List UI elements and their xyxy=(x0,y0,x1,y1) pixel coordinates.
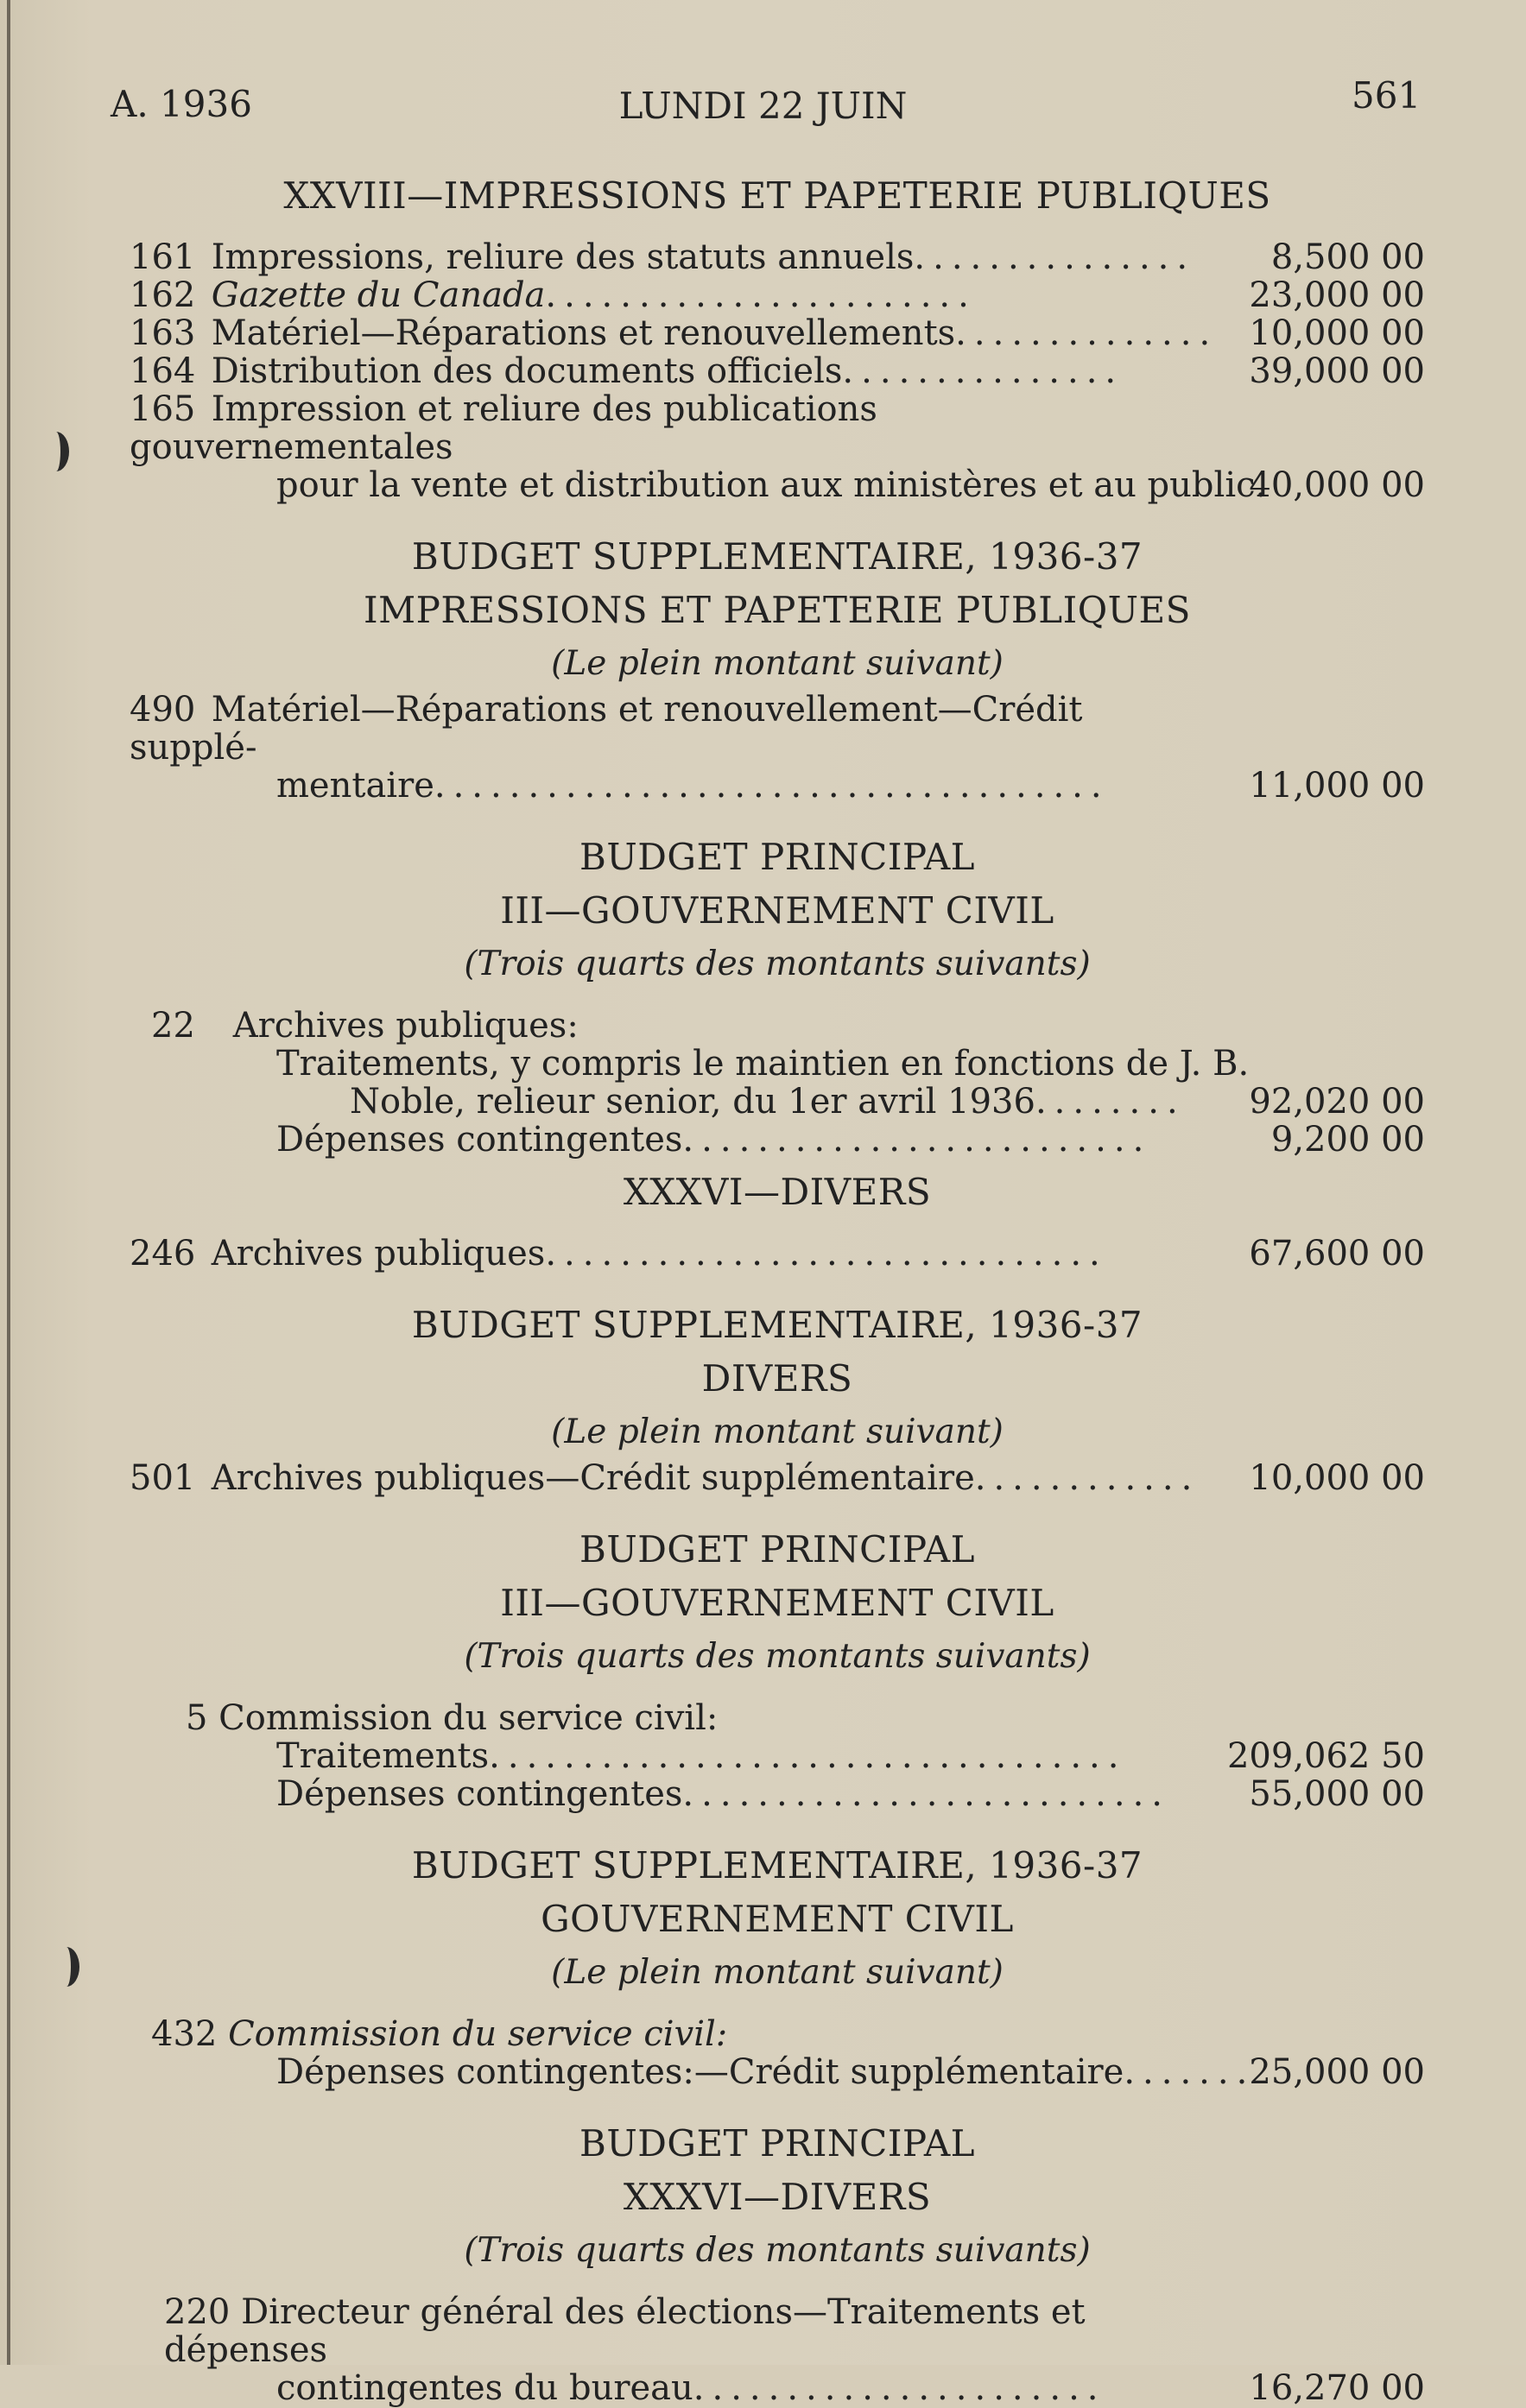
section-heading: BUDGET SUPPLEMENTAIRE, 1936-37 xyxy=(411,1844,1143,1887)
item-number: 164 xyxy=(130,351,196,391)
item-amount: 39,000 00 xyxy=(1249,351,1425,391)
item-amount: 10,000 00 xyxy=(1249,313,1425,353)
section-note: (Trois quarts des montants suivants) xyxy=(464,1637,1091,1676)
line-item xyxy=(130,2015,1425,2053)
item-number: 162 xyxy=(130,275,196,315)
section-note: (Le plein montant suivant) xyxy=(551,1953,1004,1992)
line-item xyxy=(130,390,1425,504)
line-item: 161 Impressions, reliure des statuts annuels............... 8,500 00 xyxy=(130,237,1425,277)
entry-list xyxy=(130,1699,1425,1813)
section-heading: BUDGET PRINCIPAL xyxy=(579,836,976,878)
item-number: 501 xyxy=(130,1458,196,1498)
item-number: 5 xyxy=(186,1698,208,1738)
page-number: 561 xyxy=(1352,74,1422,117)
line-item: 501 Archives publiques—Crédit supplémentaire............ 10,000 00 xyxy=(130,1458,1425,1498)
section-subheading: DIVERS xyxy=(701,1357,853,1400)
section-subheading: IMPRESSIONS ET PAPETERIE PUBLIQUES xyxy=(364,589,1191,631)
line-item: 164 Distribution des documents officiels............... 39,000 00 xyxy=(130,351,1425,391)
item-text: Distribution des documents officiels xyxy=(211,351,843,391)
section-heading: XXVIII—IMPRESSIONS ET PAPETERIE PUBLIQUES xyxy=(283,174,1271,217)
item-text: Matériel—Réparations et renouvellement—Crédit supplé- xyxy=(130,690,1083,768)
line-item xyxy=(130,1007,1425,1045)
binding-edge xyxy=(7,0,10,2365)
section-note: (Trois quarts des montants suivants) xyxy=(464,2231,1091,2270)
item-text: Directeur général des élections—Traitements et dépenses xyxy=(164,2292,1086,2370)
item-number: 165 xyxy=(130,389,196,429)
line-item: 163 Matériel—Réparations et renouvellements.............. 10,000 00 xyxy=(130,313,1425,353)
item-text: Commission du service civil: xyxy=(218,1698,719,1738)
item-text: Traitements.................................. xyxy=(276,1736,1127,1776)
entry-list xyxy=(130,238,1425,504)
item-text-continued: pour la vente et distribution aux ministères et au public. xyxy=(276,465,1267,505)
line-item xyxy=(130,1699,1425,1737)
line-item xyxy=(130,1121,1425,1159)
item-amount: 9,200 00 xyxy=(1270,1120,1425,1160)
section-heading: BUDGET PRINCIPAL xyxy=(579,1528,976,1571)
section-subheading: III—GOUVERNEMENT CIVIL xyxy=(500,889,1054,932)
item-number: 220 xyxy=(164,2292,231,2332)
item-text-continued: Noble, relieur senior, du 1er avril 1936........ xyxy=(350,1082,1186,1122)
item-text-continued: mentaire.................................... xyxy=(276,766,1110,806)
item-amount: 8,500 00 xyxy=(1270,237,1425,277)
item-amount: 10,000 00 xyxy=(1249,1458,1425,1498)
item-text: Gazette du Canada xyxy=(211,275,546,315)
line-item xyxy=(130,1775,1425,1813)
item-text: Archives publiques: xyxy=(232,1006,579,1046)
entry-list xyxy=(130,1007,1425,1159)
section-heading: XXXVI—DIVERS xyxy=(623,1171,932,1213)
item-amount: 55,000 00 xyxy=(1249,1774,1425,1814)
item-amount: 209,062 50 xyxy=(1226,1736,1425,1776)
line-item xyxy=(130,691,1425,805)
header-date: LUNDI 22 JUIN xyxy=(618,85,908,127)
line-item xyxy=(130,1045,1425,1121)
item-text: Traitements, y compris le maintien en fonctions de J. B. xyxy=(276,1044,1250,1084)
item-number: 246 xyxy=(130,1234,196,1274)
item-number: 161 xyxy=(130,237,196,277)
line-item: 246 Archives publiques.............................. 67,600 00 xyxy=(130,1234,1425,1274)
document-body xyxy=(130,169,1425,2407)
line-item xyxy=(130,1737,1425,1775)
section-note: (Le plein montant suivant) xyxy=(551,644,1004,683)
item-text: Archives publiques—Crédit supplémentaire xyxy=(211,1458,975,1498)
section-heading: BUDGET SUPPLEMENTAIRE, 1936-37 xyxy=(411,535,1143,578)
item-text: Matériel—Réparations et renouvellements xyxy=(211,313,956,353)
section-subheading: III—GOUVERNEMENT CIVIL xyxy=(500,1582,1054,1624)
header-volume: A. 1936 xyxy=(111,83,252,125)
entry-list xyxy=(130,2015,1425,2091)
item-amount: 25,000 00 xyxy=(1249,2052,1425,2092)
item-number: 432 xyxy=(151,2014,218,2054)
item-text: Impression et reliure des publications gouvernementales xyxy=(130,389,877,467)
item-amount: 67,600 00 xyxy=(1249,1234,1425,1274)
item-number: 163 xyxy=(130,313,196,353)
item-amount: 16,270 00 xyxy=(1249,2368,1425,2408)
line-item xyxy=(130,2293,1425,2407)
item-amount: 23,000 00 xyxy=(1249,275,1425,315)
item-text: Dépenses contingentes.......................... xyxy=(276,1774,1171,1814)
item-text: Dépenses contingentes:—Crédit supplémentaire....... xyxy=(276,2052,1256,2092)
line-item xyxy=(130,2053,1425,2091)
item-text-continued: contingentes du bureau...................... xyxy=(276,2368,1106,2408)
margin-mark xyxy=(54,1947,79,1987)
section-note: (Le plein montant suivant) xyxy=(551,1413,1004,1451)
item-number: 22 xyxy=(151,1006,195,1046)
section-heading: BUDGET SUPPLEMENTAIRE, 1936-37 xyxy=(411,1304,1143,1346)
item-amount: 92,020 00 xyxy=(1249,1082,1425,1122)
item-text: Dépenses contingentes......................... xyxy=(276,1120,1152,1160)
item-amount: 40,000 00 xyxy=(1249,465,1425,505)
margin-mark xyxy=(43,432,69,471)
item-number: 490 xyxy=(130,690,196,730)
section-subheading: GOUVERNEMENT CIVIL xyxy=(541,1898,1014,1940)
item-text: Commission du service civil: xyxy=(228,2014,728,2054)
item-text: Archives publiques xyxy=(211,1234,546,1274)
section-subheading: XXXVI—DIVERS xyxy=(623,2176,932,2218)
item-text: Impressions, reliure des statuts annuels xyxy=(211,237,915,277)
section-heading: BUDGET PRINCIPAL xyxy=(579,2122,976,2165)
line-item: 162 Gazette du Canada....................... 23,000 00 xyxy=(130,275,1425,315)
section-note: (Trois quarts des montants suivants) xyxy=(464,945,1091,983)
item-amount: 11,000 00 xyxy=(1249,766,1425,806)
